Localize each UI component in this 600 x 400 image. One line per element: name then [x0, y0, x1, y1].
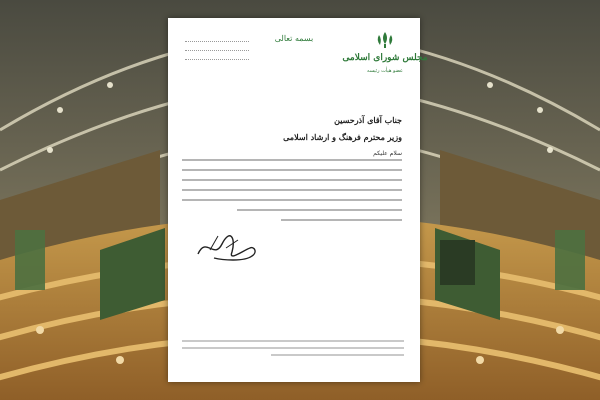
body-line — [182, 189, 402, 191]
body-line — [182, 159, 402, 161]
meta-date-line — [185, 49, 249, 51]
salutation: سلام علیکم — [373, 150, 402, 157]
letter-body — [182, 159, 402, 229]
meta-number-line — [185, 40, 249, 42]
body-line — [281, 219, 402, 221]
letter-footer — [182, 340, 404, 361]
meta-attachment-line — [185, 58, 249, 60]
official-letter — [168, 18, 428, 382]
meta-number-row — [182, 36, 252, 45]
body-line — [182, 199, 402, 201]
letter-meta — [182, 36, 252, 63]
signature-icon — [192, 230, 262, 266]
recipient-title: وزیر محترم فرهنگ و ارشاد اسلامی — [283, 132, 402, 142]
emblem-sub-text: عضو هیأت رئیسه — [367, 68, 403, 74]
footer-line — [182, 347, 404, 349]
body-line — [182, 169, 402, 171]
basmala-heading: بسمه تعالی — [274, 34, 314, 43]
footer-line — [271, 354, 404, 356]
emblem-org-text: مجلس شورای اسلامی — [342, 53, 428, 63]
body-line — [237, 209, 402, 211]
recipient-block — [186, 112, 402, 146]
footer-line — [182, 340, 404, 342]
recipient-name: جناب آقای آذرحسین — [334, 115, 402, 125]
meta-date-row — [182, 45, 252, 54]
body-line — [182, 179, 402, 181]
handwritten-stamp — [190, 62, 224, 71]
parliament-emblem-icon — [342, 30, 428, 80]
